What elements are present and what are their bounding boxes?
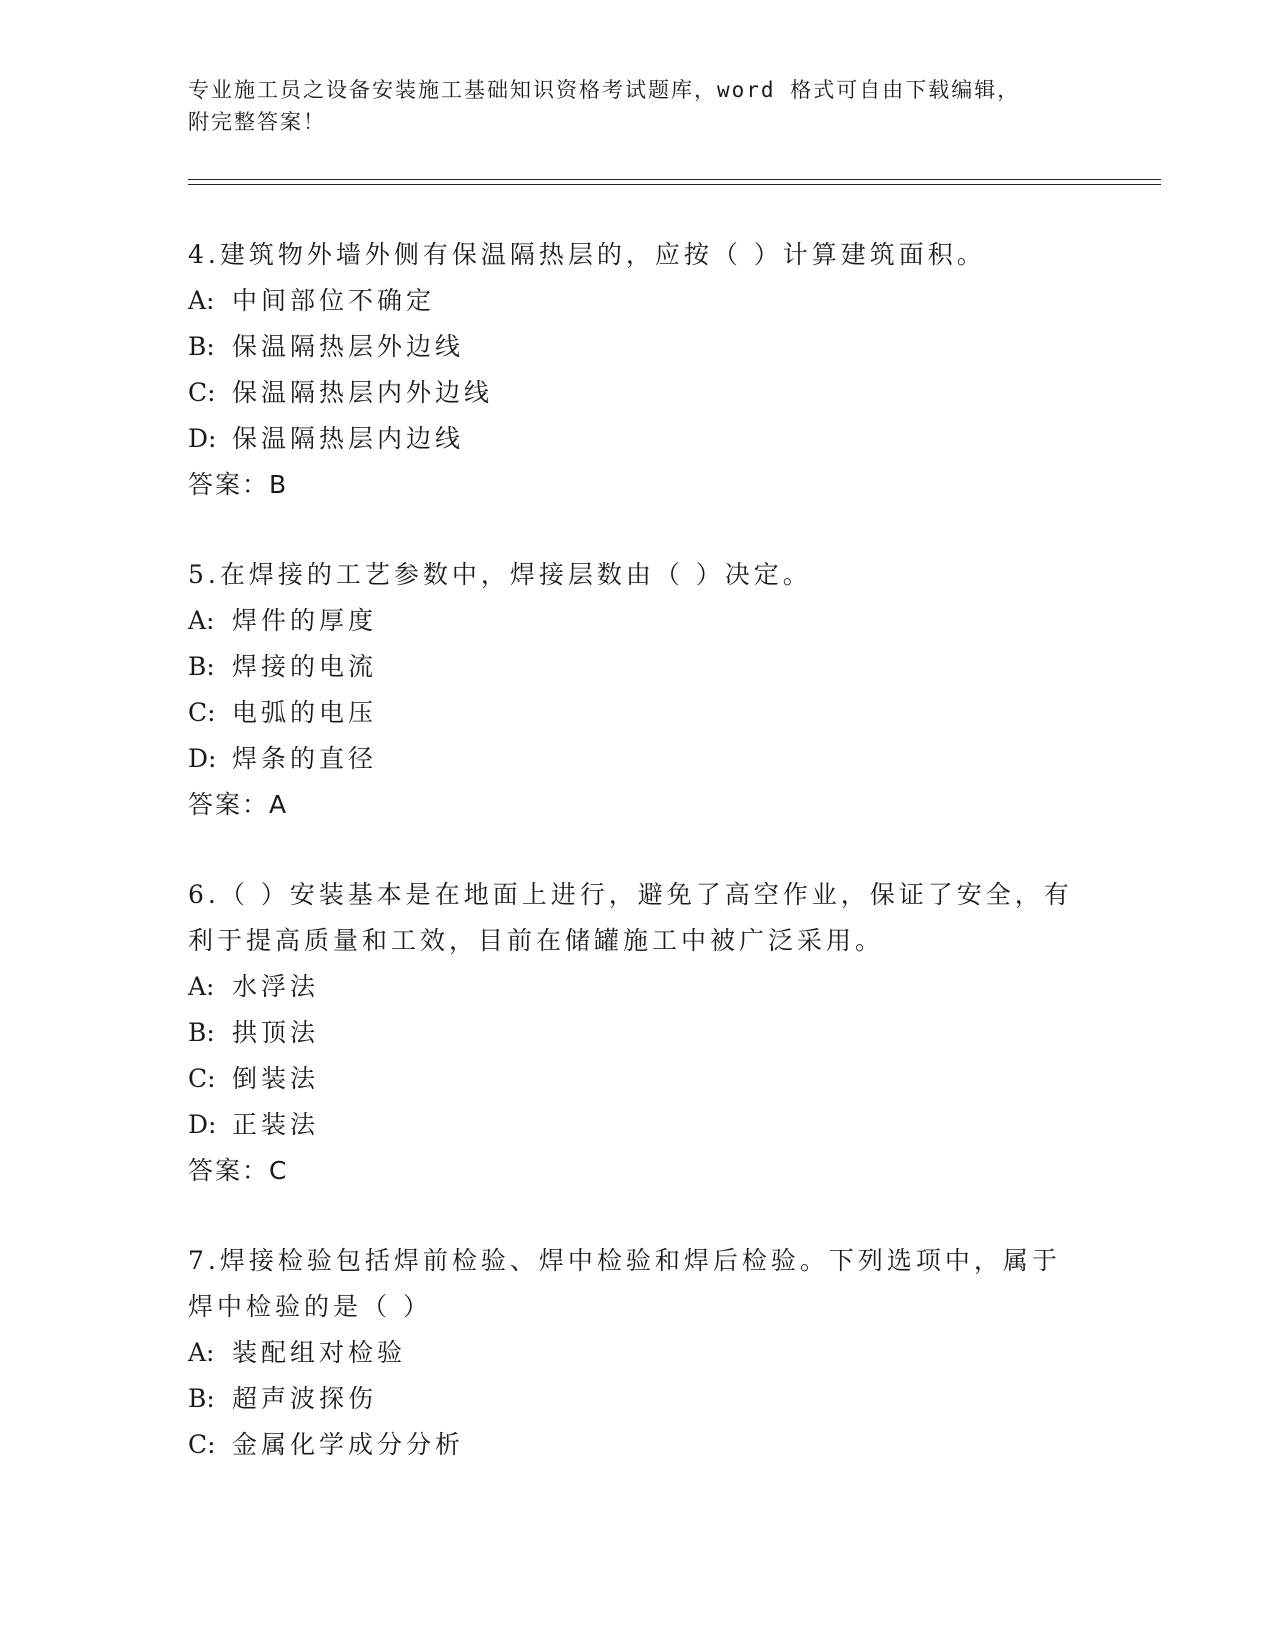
option-key: D:: [188, 744, 217, 773]
question-7: [188, 1238, 1088, 1468]
option-key: C:: [188, 698, 216, 727]
option-text: 保温隔热层内外边线: [232, 378, 494, 407]
option-key: C:: [188, 378, 216, 407]
question-6: [188, 872, 1088, 1194]
option-b: [188, 644, 1088, 690]
question-stem: 7.焊接检验包括焊前检验、焊中检验和焊后检验。下列选项中，属于焊中检验的是（ ）: [188, 1246, 1061, 1321]
option-key: A:: [188, 286, 215, 315]
option-key: A:: [188, 606, 215, 635]
answer-line: 答案：B: [188, 470, 289, 499]
option-text: 装配组对检验: [232, 1338, 407, 1367]
option-key: B:: [188, 652, 215, 681]
option-key: B:: [188, 332, 215, 361]
option-text: 正装法: [232, 1110, 320, 1139]
option-text: 焊件的厚度: [232, 606, 378, 635]
option-text: 水浮法: [232, 972, 320, 1001]
option-b: [188, 324, 1088, 370]
option-text: 电弧的电压: [232, 698, 378, 727]
option-a: [188, 278, 1088, 324]
question-list: [188, 232, 1088, 1512]
option-a: [188, 964, 1088, 1010]
option-c: [188, 690, 1088, 736]
option-text: 保温隔热层内边线: [232, 424, 465, 453]
option-a: [188, 598, 1088, 644]
option-b: [188, 1010, 1088, 1056]
option-text: 保温隔热层外边线: [232, 332, 465, 361]
option-b: [188, 1376, 1088, 1422]
answer-line: 答案：A: [188, 790, 289, 819]
option-key: D:: [188, 1110, 217, 1139]
option-c: [188, 1056, 1088, 1102]
option-key: D:: [188, 424, 217, 453]
option-d: [188, 736, 1088, 782]
option-d: [188, 1102, 1088, 1148]
option-text: 焊接的电流: [232, 652, 378, 681]
option-text: 倒装法: [232, 1064, 320, 1093]
question-stem: 6.（ ）安装基本是在地面上进行，避免了高空作业，保证了安全，有利于提高质量和工效，目前在储罐施工中被广泛采用。: [188, 880, 1073, 955]
option-text: 超声波探伤: [232, 1384, 378, 1413]
option-key: C:: [188, 1430, 216, 1459]
question-4: [188, 232, 1088, 508]
question-5: [188, 552, 1088, 828]
option-key: B:: [188, 1018, 215, 1047]
option-a: [188, 1330, 1088, 1376]
question-stem: 4.建筑物外墙外侧有保温隔热层的，应按（ ）计算建筑面积。: [188, 240, 986, 269]
option-c: [188, 370, 1088, 416]
option-text: 金属化学成分分析: [232, 1430, 465, 1459]
answer-line: 答案：C: [188, 1156, 289, 1185]
option-key: C:: [188, 1064, 216, 1093]
option-text: 焊条的直径: [232, 744, 378, 773]
option-key: A:: [188, 1338, 215, 1367]
option-text: 拱顶法: [232, 1018, 320, 1047]
option-key: A:: [188, 972, 215, 1001]
document-header: [188, 74, 1088, 138]
question-stem: 5.在焊接的工艺参数中，焊接层数由（ ）决定。: [188, 560, 812, 589]
header-line-1: 专业施工员之设备安装施工基础知识资格考试题库，word 格式可自由下载编辑，: [188, 78, 1021, 102]
header-divider-top: [188, 179, 1161, 180]
header-divider-bottom: [188, 184, 1161, 185]
option-c: [188, 1422, 1088, 1468]
header-line-2: 附完整答案！: [188, 110, 326, 134]
option-text: 中间部位不确定: [232, 286, 436, 315]
option-key: B:: [188, 1384, 215, 1413]
option-d: [188, 416, 1088, 462]
